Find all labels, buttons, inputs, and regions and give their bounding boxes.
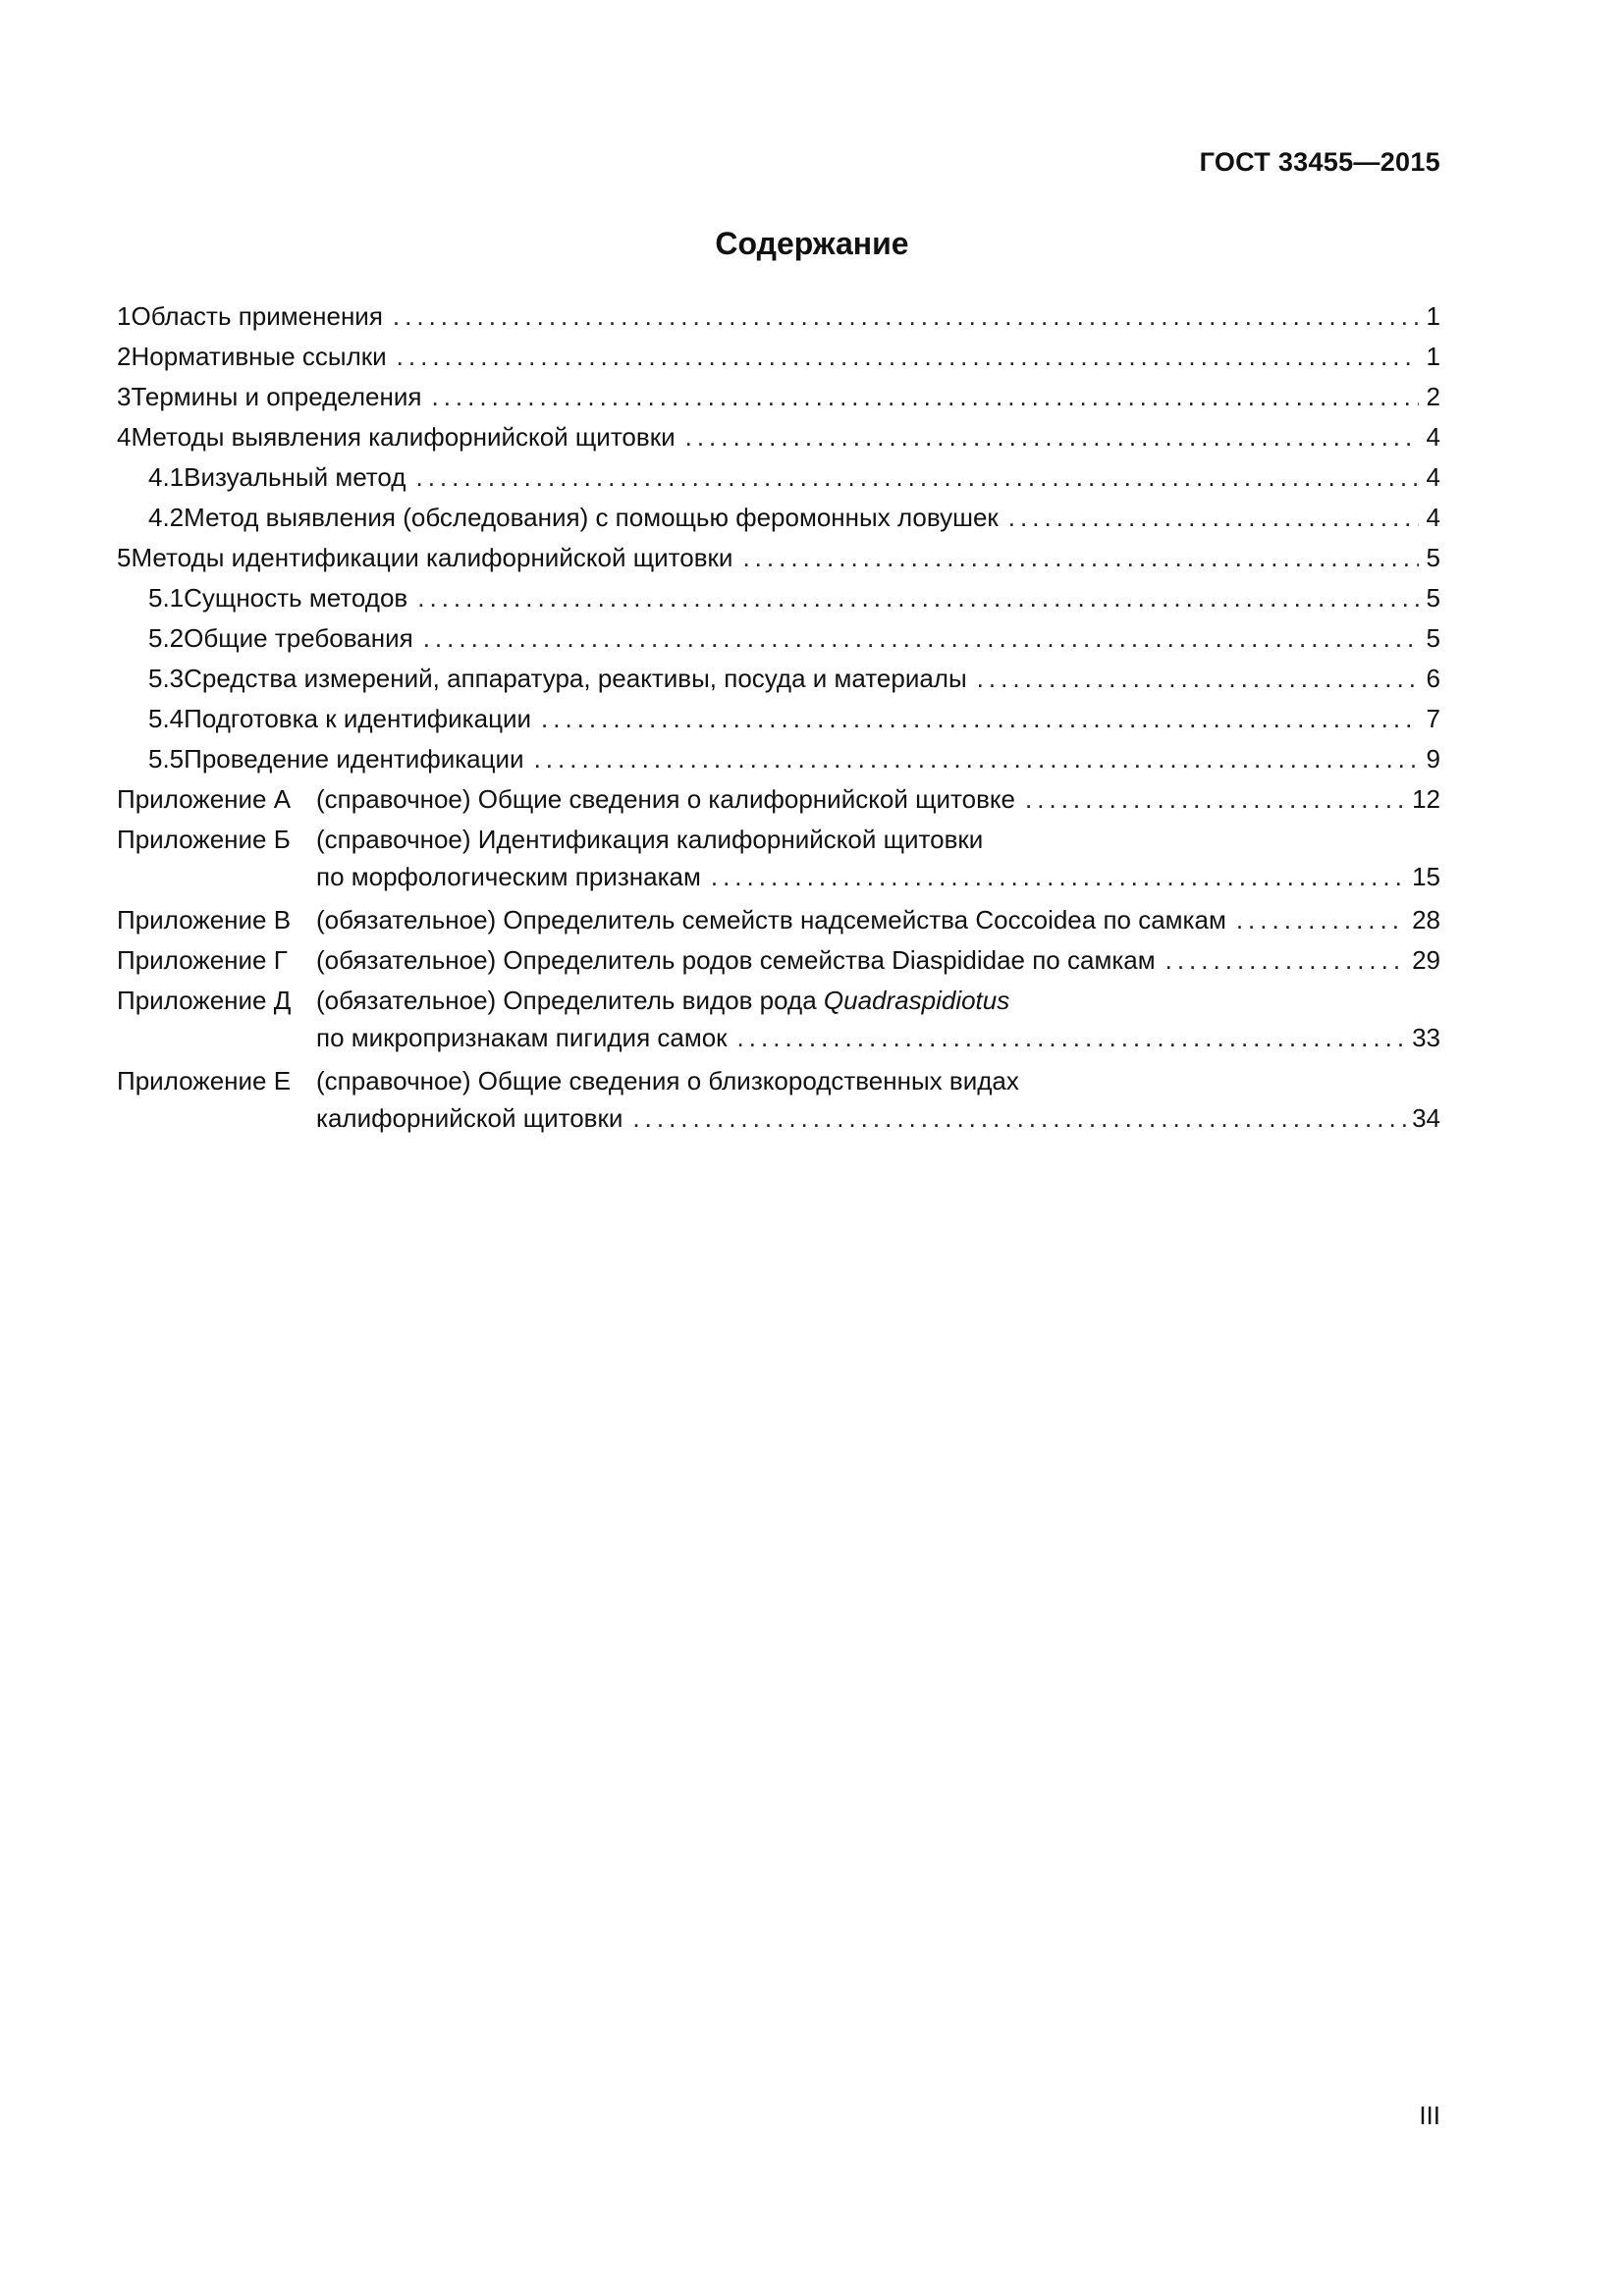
- annex-title: (обязательное) Определитель родов семейства Diaspididae по самкам: [316, 945, 1156, 975]
- annex-title-continued: по микропризнакам пигидия самок: [316, 1023, 728, 1052]
- table-of-contents: [117, 296, 1440, 1135]
- leader-dots: [397, 337, 1419, 377]
- annex-label: Приложение В: [117, 905, 292, 934]
- toc-item-title: Общие требования: [184, 623, 413, 653]
- annex-title: (обязательное) Определитель видов рода: [316, 986, 817, 1015]
- toc-item-page: 7: [1426, 704, 1440, 733]
- annex-title: (справочное) Общие сведения о близкородственных видах: [316, 1066, 1019, 1095]
- toc-item-5-3[interactable]: [117, 659, 1440, 699]
- toc-item-title: Подготовка к идентификации: [184, 704, 532, 733]
- toc-item-2[interactable]: [117, 337, 1440, 377]
- toc-item-page: 2: [1426, 382, 1440, 411]
- leader-dots: [1025, 779, 1406, 820]
- toc-item-title: Термины и определения: [131, 382, 422, 411]
- annex-page: 15: [1412, 862, 1440, 891]
- toc-item-number: 2: [117, 342, 132, 371]
- annex-page: 12: [1412, 784, 1440, 814]
- leader-dots: [423, 618, 1419, 659]
- annex-page: 29: [1412, 945, 1440, 975]
- toc-item-number: 4.2: [148, 503, 185, 532]
- toc-item-5-5[interactable]: [117, 739, 1440, 779]
- annex-label: Приложение Б: [117, 825, 291, 854]
- annex-title: (справочное) Общие сведения о калифорнийской щитовке: [316, 784, 1016, 814]
- toc-item-page: 1: [1426, 301, 1440, 331]
- toc-item-page: 5: [1426, 623, 1440, 653]
- leader-dots: [977, 659, 1419, 699]
- toc-item-4-1[interactable]: [117, 457, 1440, 498]
- toc-item-title: Сущность методов: [184, 583, 408, 613]
- toc-item-title: Область применения: [131, 301, 383, 331]
- toc-item-4[interactable]: [117, 417, 1440, 457]
- toc-item-5-2[interactable]: [117, 618, 1440, 659]
- leader-dots: [711, 860, 1406, 893]
- annex-label: Приложение Г: [117, 945, 288, 975]
- page-number: III: [1419, 2101, 1440, 2130]
- toc-annex-v[interactable]: [117, 900, 1440, 940]
- leader-dots: [742, 538, 1419, 578]
- toc-item-page: 9: [1426, 744, 1440, 774]
- toc-item-5-1[interactable]: [117, 578, 1440, 618]
- toc-item-page: 4: [1426, 462, 1440, 492]
- annex-page: 34: [1412, 1103, 1440, 1133]
- leader-dots: [431, 377, 1419, 417]
- toc-title: Содержание: [715, 226, 909, 261]
- annex-page: 33: [1412, 1023, 1440, 1052]
- toc-item-3[interactable]: [117, 377, 1440, 417]
- leader-dots: [737, 1021, 1407, 1054]
- leader-dots: [393, 296, 1419, 337]
- leader-dots: [685, 417, 1419, 457]
- toc-annex-g[interactable]: [117, 940, 1440, 981]
- leader-dots: [415, 457, 1419, 498]
- toc-item-number: 5.4: [148, 704, 185, 733]
- leader-dots: [534, 739, 1419, 779]
- annex-title-continued: по морфологическим признакам: [316, 862, 701, 891]
- toc-item-number: 5.1: [148, 583, 185, 613]
- toc-item-title: Нормативные ссылки: [131, 342, 387, 371]
- toc-item-title: Визуальный метод: [184, 462, 406, 492]
- toc-item-1[interactable]: [117, 296, 1440, 337]
- toc-item-title: Методы выявления калифорнийской щитовки: [131, 422, 676, 452]
- toc-item-number: 3: [117, 382, 132, 411]
- toc-item-title: Метод выявления (обследования) с помощью феромонных ловушек: [184, 503, 999, 532]
- toc-annex-b[interactable]: [117, 820, 1440, 900]
- toc-item-number: 5.3: [148, 664, 185, 693]
- toc-annex-a[interactable]: [117, 779, 1440, 820]
- toc-item-number: 5.2: [148, 623, 185, 653]
- leader-dots: [417, 578, 1419, 618]
- toc-item-4-2[interactable]: [117, 498, 1440, 538]
- toc-item-number: 1: [117, 301, 132, 331]
- toc-item-title: Средства измерений, аппаратура, реактивы, посуда и материалы: [184, 664, 967, 693]
- toc-item-number: 4: [117, 422, 132, 452]
- annex-title-genus: Quadraspidiotus: [823, 986, 1010, 1015]
- toc-annex-e[interactable]: [117, 1061, 1440, 1135]
- leader-dots: [1236, 900, 1406, 940]
- document-code: ГОСТ 33455—2015: [1199, 147, 1440, 177]
- leader-dots: [632, 1101, 1406, 1135]
- annex-label: Приложение Е: [117, 1066, 292, 1095]
- toc-item-5[interactable]: [117, 538, 1440, 578]
- toc-item-5-4[interactable]: [117, 699, 1440, 739]
- leader-dots: [541, 699, 1419, 739]
- annex-title: (справочное) Идентификация калифорнийской щитовки: [316, 825, 984, 854]
- toc-item-title: Проведение идентификации: [184, 744, 524, 774]
- toc-item-number: 4.1: [148, 462, 185, 492]
- annex-page: 28: [1412, 905, 1440, 934]
- leader-dots: [1165, 940, 1406, 981]
- leader-dots: [1008, 498, 1419, 538]
- annex-label: Приложение А: [117, 784, 292, 814]
- toc-item-page: 6: [1426, 664, 1440, 693]
- toc-annex-d[interactable]: [117, 981, 1440, 1061]
- annex-title-continued: калифорнийской щитовки: [316, 1103, 623, 1133]
- toc-item-page: 5: [1426, 583, 1440, 613]
- toc-item-page: 1: [1426, 342, 1440, 371]
- toc-item-title: Методы идентификации калифорнийской щитовки: [131, 543, 733, 572]
- toc-item-page: 5: [1426, 543, 1440, 572]
- toc-item-page: 4: [1426, 422, 1440, 452]
- toc-item-number: 5: [117, 543, 132, 572]
- annex-label: Приложение Д: [117, 986, 292, 1015]
- toc-item-page: 4: [1426, 503, 1440, 532]
- annex-title: (обязательное) Определитель семейств надсемейства Coccoidea по самкам: [316, 905, 1226, 934]
- toc-item-number: 5.5: [148, 744, 185, 774]
